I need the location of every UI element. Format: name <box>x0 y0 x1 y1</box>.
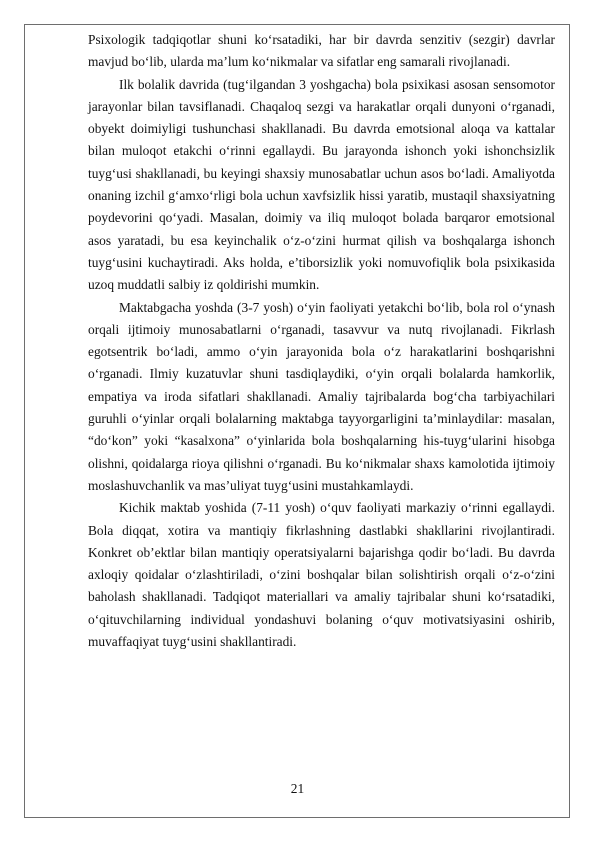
document-body <box>88 29 555 653</box>
paragraph-primary-school-age: Kichik maktab yoshida (7-11 yosh) o‘quv faoliyati markaziy o‘rinni egallaydi. Bola diqqat, xotira va mantiqiy fikrlashning dastlabki shakllarini rivojlantiradi. Konkret ob’ektlar bilan mantiqiy operatsiyalarni bajarishga qodir bo‘ladi. Bu davrda axloqiy qoidalar o‘zlashtiriladi, o‘zini boshqalar bilan solishtirish orqali o‘z-o‘zini baholash shakllanadi. Tadqiqot materiallari va amaliy tajribalar shuni ko‘rsatadiki, o‘qituvchilarning individual yondashuvi bolaning o‘quv motivatsiyasini oshirib, muvaffaqiyat tuyg‘usini shakllantiradi. <box>88 500 555 650</box>
paragraph-preschool-age: Maktabgacha yoshda (3-7 yosh) o‘yin faoliyati yetakchi bo‘lib, bola rol o‘ynash orqali ijtimoiy munosabatlarni o‘rganadi, tasavvur va nutq rivojlanadi. Fikrlash egotsentrik bo‘ladi, ammo o‘yin jarayonida bola o‘z harakatlarini boshqarishni o‘rganadi. Ilmiy kuzatuvlar shuni tasdiqlaydiki, o‘yin orqali bolalarda hamkorlik, empatiya va iroda sifatlari shakllanadi. Amaliy tajribalarda bog‘cha tarbiyachilari guruhli o‘yinlar orqali bolalarning maktabga tayyorgarligini ta’minlaydilar: masalan, “do‘kon” yoki “kasalxona” o‘yinlarida bola boshqalarning his-tuyg‘ularini hisobga olishni, qoidalarga rioya qilishni o‘rganadi. Bu ko‘nikmalar shaxs kamolotida ijtimoiy moslashuvchanlik va mas’uliyat tuyg‘usini mustahkamlaydi. <box>88 299 555 493</box>
page-number: 21 <box>290 781 305 796</box>
paragraph-early-childhood: Ilk bolalik davrida (tug‘ilgandan 3 yoshgacha) bola psixikasi asosan sensomotor jarayonlar bilan tavsiflanadi. Chaqaloq sezgi va harakatlar orqali dunyoni o‘rganadi, obyekt doimiyligi tushunchasi shakllanadi. Bu davrda emotsional aloqa va kattalar bilan muloqot etakchi o‘rinni egallaydi. Bu jarayonda ishonch yoki ishonchsizlik tuyg‘usi shakllanadi, bu keyingi shaxsiy munosabatlar uchun asos bo‘ladi. Amaliyotda onaning izchil g‘amxo‘rligi bola uchun xavfsizlik hissi yaratib, mustaqil shaxsiyatning poydevorini qo‘yadi. Masalan, doimiy va iliq muloqot bolada barqaror emotsional asos yaratadi, bu esa keyinchalik o‘z-o‘zini hurmat qilish va boshqalarga ishonch tuyg‘usini kuchaytiradi. Aks holda, e’tiborsizlik yoki nomuvofiqlik bola psixikasida uzoq muddatli salbiy iz qoldirishi mumkin. <box>88 76 555 293</box>
paragraph-sensitive-periods: Psixologik tadqiqotlar shuni ko‘rsatadiki, har bir davrda senzitiv (sezgir) davrlar mavjud bo‘lib, ularda ma’lum ko‘nikmalar va sifatlar eng samarali rivojlanadi. <box>88 32 555 70</box>
